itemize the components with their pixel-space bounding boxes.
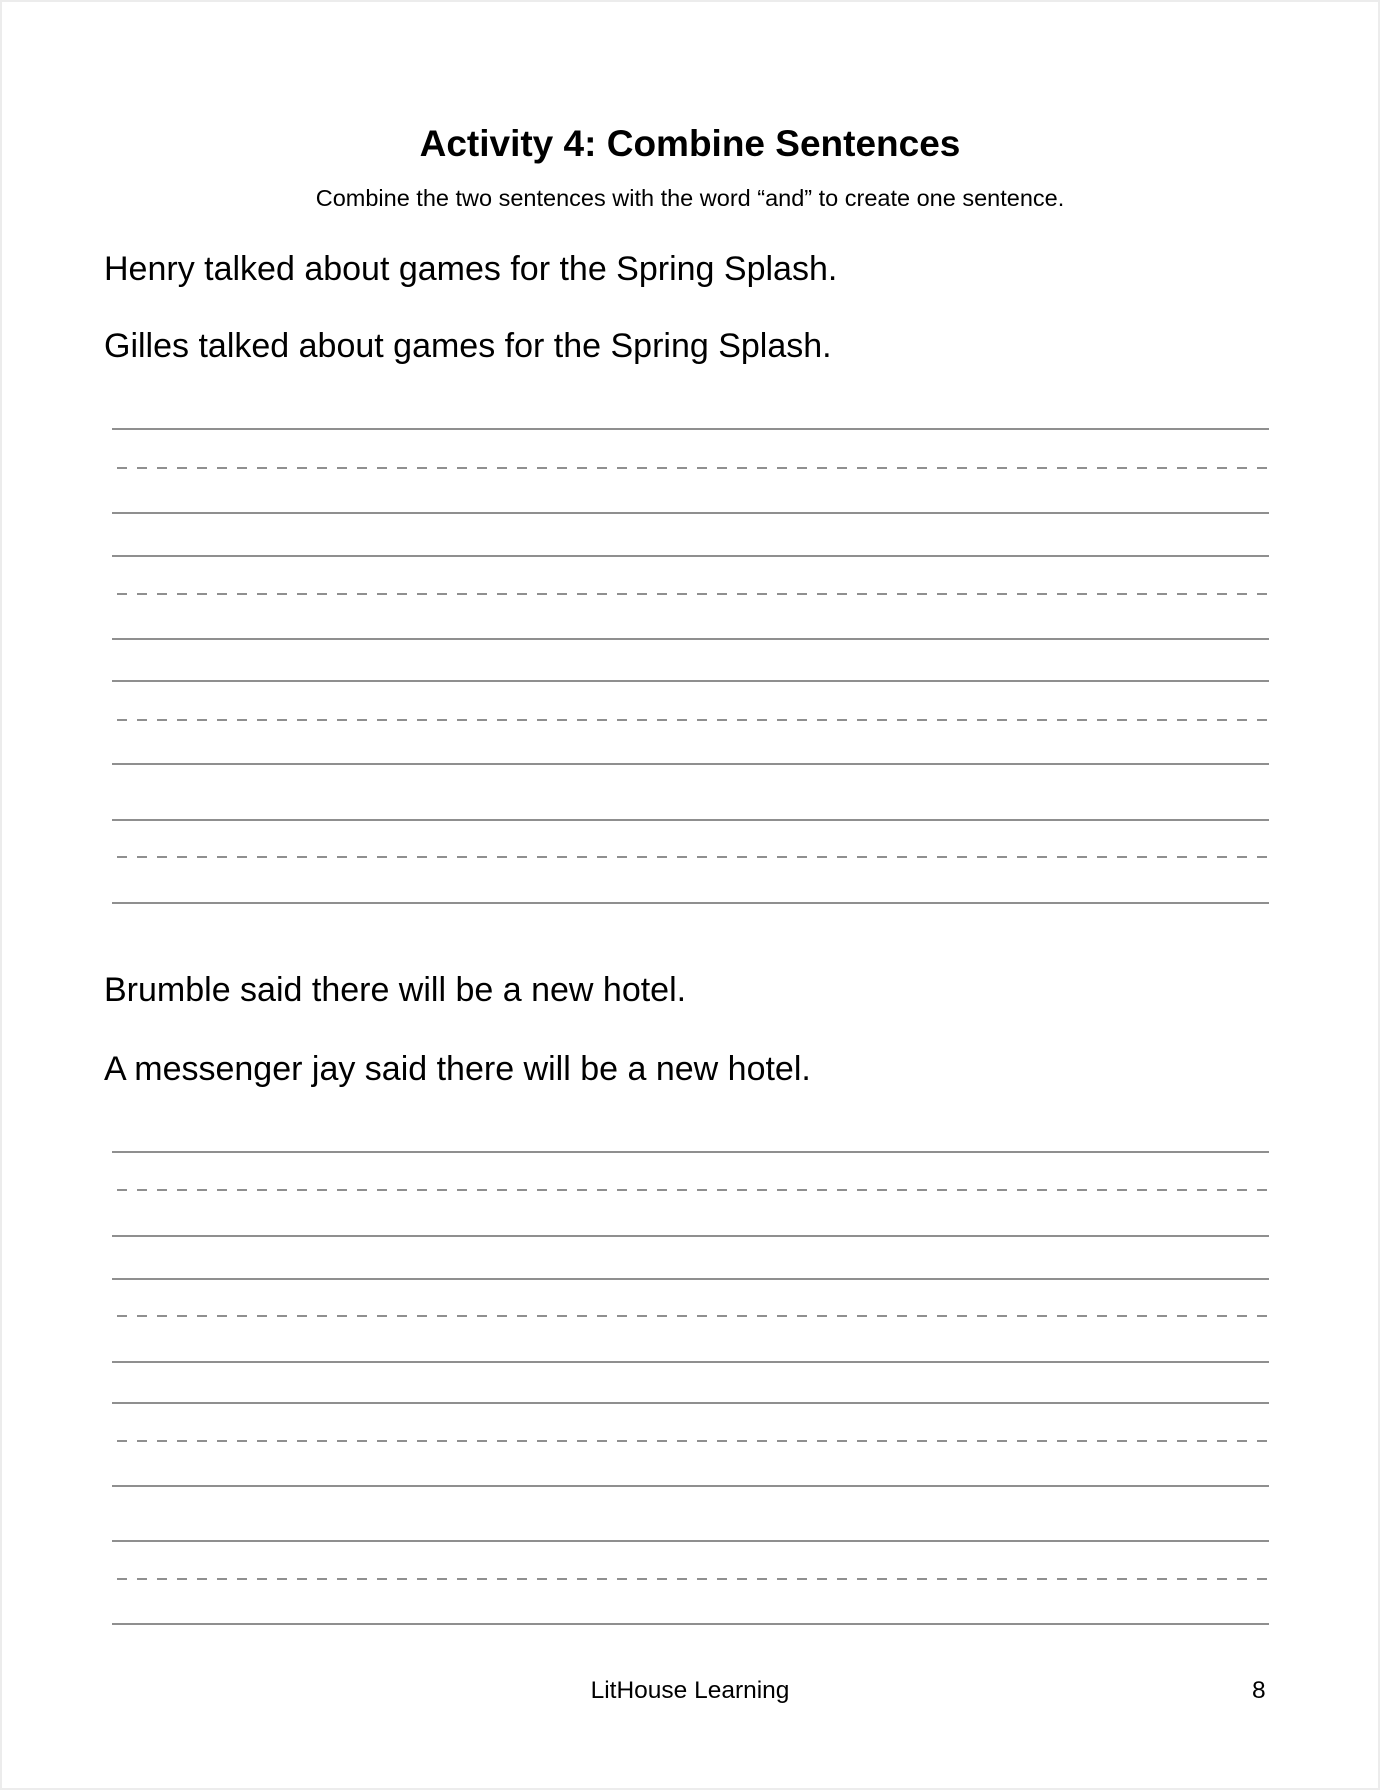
writing-line-baseline (112, 763, 1269, 765)
exercise-2-sentence-1: Brumble said there will be a new hotel. (104, 971, 687, 1009)
writing-line-midline (117, 1315, 1267, 1317)
writing-line-midline (117, 1578, 1267, 1580)
writing-line-baseline (112, 512, 1269, 514)
writing-line-baseline (112, 1235, 1269, 1237)
page-number: 8 (1252, 1677, 1266, 1704)
writing-line-top-rule (112, 555, 1269, 557)
writing-line-top-rule (112, 1402, 1269, 1404)
writing-line-baseline (112, 1623, 1269, 1625)
writing-line-baseline (112, 638, 1269, 640)
exercise-2-sentence-2: A messenger jay said there will be a new hotel. (104, 1050, 811, 1088)
writing-line-baseline (112, 902, 1269, 904)
writing-line-top-rule (112, 1540, 1269, 1542)
writing-line-top-rule (112, 819, 1269, 821)
writing-line-baseline (112, 1361, 1269, 1363)
writing-line-midline (117, 467, 1267, 469)
exercise-1-sentence-1: Henry talked about games for the Spring Splash. (104, 250, 838, 288)
writing-line-top-rule (112, 680, 1269, 682)
writing-line-midline (117, 1189, 1267, 1191)
writing-line-midline (117, 719, 1267, 721)
writing-line-top-rule (112, 1278, 1269, 1280)
exercise-1-sentence-2: Gilles talked about games for the Spring Splash. (104, 327, 832, 365)
writing-line-top-rule (112, 1151, 1269, 1153)
activity-instruction: Combine the two sentences with the word “and” to create one sentence. (315, 185, 1065, 211)
writing-line-midline (117, 1440, 1267, 1442)
footer-publisher: LitHouse Learning (590, 1677, 790, 1704)
writing-line-top-rule (112, 428, 1269, 430)
writing-line-midline (117, 593, 1267, 595)
activity-title: Activity 4: Combine Sentences (419, 123, 961, 164)
writing-line-midline (117, 856, 1267, 858)
writing-line-baseline (112, 1485, 1269, 1487)
